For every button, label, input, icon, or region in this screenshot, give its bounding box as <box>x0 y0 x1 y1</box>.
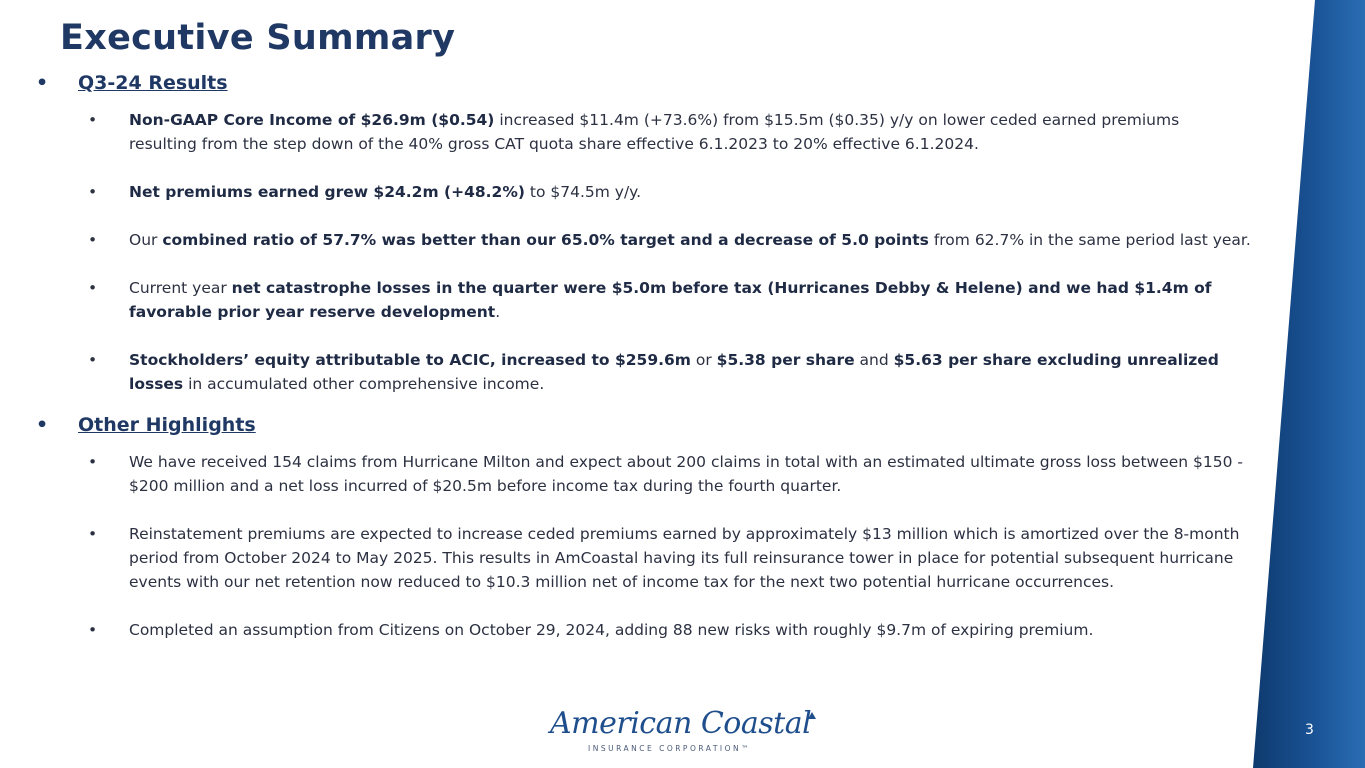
bullet-icon: • <box>88 351 98 369</box>
page-number: 3 <box>1305 722 1314 738</box>
body-text: Our <box>129 231 163 249</box>
other-highlights-list <box>36 450 1251 642</box>
list-item <box>36 522 1251 594</box>
q3-results-list <box>36 108 1251 396</box>
body-text: and <box>854 351 894 369</box>
emphasis-text: $5.63 per share excluding unrealized losses <box>129 351 1219 393</box>
company-logo <box>548 706 818 756</box>
triangle-icon <box>808 712 816 719</box>
emphasis-text: Non-GAAP Core Income of $26.9m ($0.54) <box>129 111 495 129</box>
body-text: Completed an assumption from Citizens on October 29, 2024, adding 88 new risks with roughly $9.7m of expiring premium. <box>129 621 1094 639</box>
list-item <box>36 348 1251 396</box>
emphasis-text: Net premiums earned grew $24.2m (+48.2%) <box>129 183 525 201</box>
bullet-icon: • <box>36 72 49 94</box>
body-text: We have received 154 claims from Hurricane Milton and expect about 200 claims in total with an estimated ultimate gross loss between $150 - $200 million and a net loss incurred of $20.5m before income tax during the fourth quarter. <box>129 453 1244 495</box>
emphasis-text: combined ratio of 57.7% was better than our 65.0% target and a decrease of 5.0 points <box>162 231 929 249</box>
body-text: increased $11.4m (+73.6%) from $15.5m ($0.35) y/y on lower ceded earned premiums resulting from the step down of the 40% gross CAT quota share effective 6.1.2023 to 20% effective 6.1.2024. <box>129 111 1180 153</box>
bullet-icon: • <box>88 231 98 249</box>
bullet-icon: • <box>88 183 98 201</box>
bullet-icon: • <box>88 525 98 543</box>
section-heading-other-highlights: • Other Highlights <box>36 414 256 436</box>
bullet-icon: • <box>88 621 98 639</box>
bullet-icon: • <box>36 414 49 436</box>
body-text: or <box>690 351 717 369</box>
body-text: Current year <box>129 279 232 297</box>
page-title: Executive Summary <box>60 18 456 58</box>
body-text: Reinstatement premiums are expected to increase ceded premiums earned by approximately $13 million which is amortized over the 8-month period from October 2024 to May 2025. This results in AmCoastal having its full reinsurance tower in place for potential subsequent hurricane events with our net retention now reduced to $10.3 million net of income tax for the next two potential hurricane occurrences. <box>129 525 1240 591</box>
list-item <box>36 618 1251 642</box>
list-item <box>36 276 1251 324</box>
list-item <box>36 108 1251 156</box>
emphasis-text: Stockholders’ equity attributable to ACIC, increased to $259.6m <box>129 351 691 369</box>
bullet-icon: • <box>88 279 98 297</box>
list-item <box>36 450 1251 498</box>
section-heading-q3-results: • Q3-24 Results <box>36 72 228 94</box>
emphasis-text: net catastrophe losses in the quarter were $5.0m before tax (Hurricanes Debby & Helene) and we had $1.4m of favorable prior year reserve development <box>129 279 1212 321</box>
body-text: to $74.5m y/y. <box>524 183 642 201</box>
body-text: . <box>495 303 501 321</box>
list-item <box>36 228 1251 252</box>
body-text: from 62.7% in the same period last year. <box>928 231 1251 249</box>
bullet-icon: • <box>88 453 98 471</box>
emphasis-text: $5.38 per share <box>716 351 855 369</box>
bullet-icon: • <box>88 111 98 129</box>
list-item <box>36 180 1251 204</box>
logo-tagline: INSURANCE CORPORATION™ <box>588 744 752 753</box>
body-text: in accumulated other comprehensive income. <box>183 375 545 393</box>
summary-content <box>36 72 1251 642</box>
logo-wordmark: American Coastal <box>550 706 812 741</box>
